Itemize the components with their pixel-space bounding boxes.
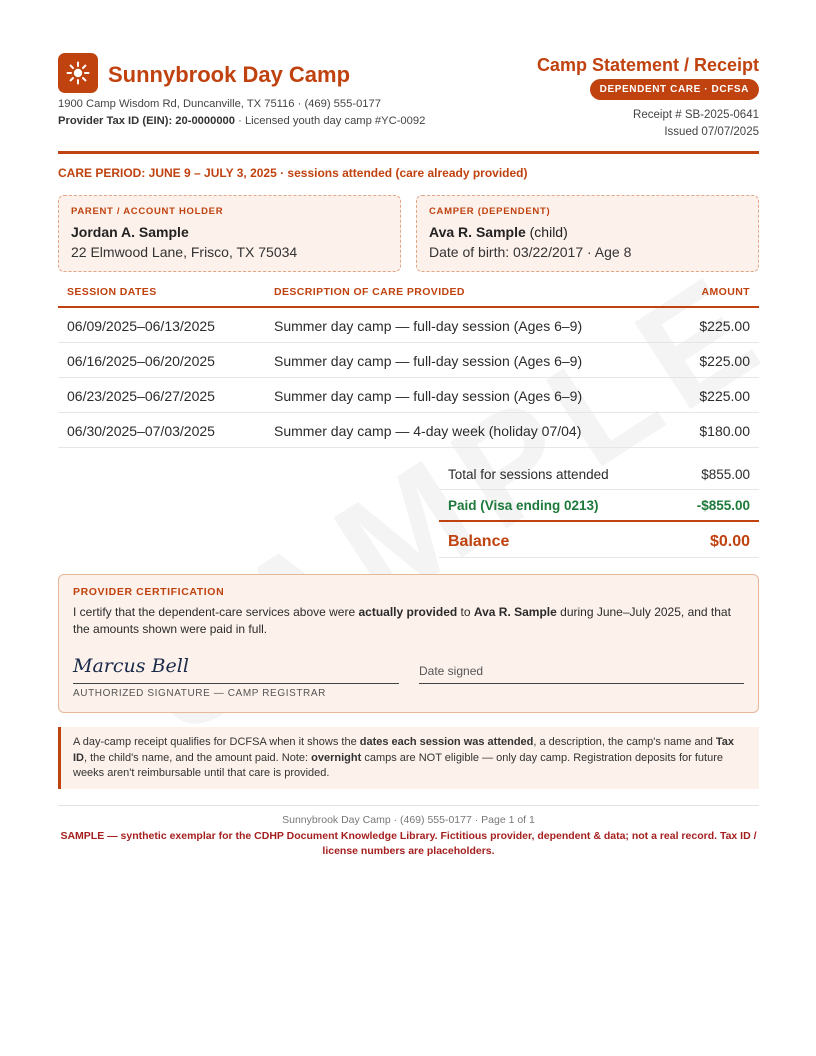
- session-amount: $180.00: [699, 423, 750, 439]
- paid-row: [439, 490, 759, 522]
- session-amount: $225.00: [699, 388, 750, 404]
- header-session-dates: SESSION DATES: [67, 286, 157, 298]
- table-row: [58, 343, 759, 378]
- note-text: camps are NOT eligible — only day camp. Registration deposits for future weeks aren't reimbursable until that care is provided.: [73, 751, 724, 779]
- provider-license: · Licensed youth day camp #YC-0092: [235, 115, 426, 127]
- table-row: [58, 413, 759, 448]
- note-bold: overnight: [311, 751, 362, 764]
- footer-divider: [58, 805, 759, 806]
- header-description: DESCRIPTION OF CARE PROVIDED: [274, 286, 465, 298]
- sun-icon: [66, 61, 90, 85]
- header-amount: AMOUNT: [701, 286, 750, 298]
- signature-caption: AUTHORIZED SIGNATURE — CAMP REGISTRAR: [73, 688, 326, 699]
- signature: Marcus Bell: [73, 655, 189, 677]
- certification-text: [73, 604, 744, 638]
- provider-certification: [58, 574, 759, 713]
- provider-tax-id: Provider Tax ID (EIN): 20-0000000: [58, 115, 236, 127]
- paid-value: -$855.00: [696, 498, 750, 513]
- table-row: [58, 378, 759, 413]
- cert-text-bold: actually provided: [358, 605, 458, 619]
- session-description: Summer day camp — full-day session (Ages 6–9): [274, 388, 583, 404]
- session-description: Summer day camp — 4-day week (holiday 07/04): [274, 423, 582, 439]
- camp-tax-license-line: [58, 115, 425, 127]
- camper-name: [429, 224, 746, 240]
- camper-dob: Date of birth: 03/22/2017 · Age 8: [429, 244, 632, 260]
- session-amount: $225.00: [699, 353, 750, 369]
- document-title: Camp Statement / Receipt: [536, 55, 759, 75]
- camp-name: Sunnybrook Day Camp: [108, 62, 351, 87]
- camper-name-text: Ava R. Sample: [429, 224, 526, 240]
- receipt-number: Receipt # SB-2025-0641: [633, 109, 759, 121]
- care-period: CARE PERIOD: JUNE 9 – JULY 3, 2025 · sessions attended (care already provided): [58, 166, 528, 180]
- table-row: [58, 308, 759, 343]
- dcfsa-badge: DEPENDENT CARE · DCFSA: [590, 79, 759, 100]
- session-description: Summer day camp — full-day session (Ages 6–9): [274, 353, 583, 369]
- session-dates: 06/30/2025–07/03/2025: [67, 423, 215, 439]
- footer-contact: Sunnybrook Day Camp · (469) 555-0177 · Page 1 of 1: [282, 814, 535, 826]
- receipt-header: [58, 53, 759, 153]
- camper-relation: (child): [525, 224, 568, 240]
- camper-info-box: [416, 195, 759, 272]
- note-text: A day-camp receipt qualifies for DCFSA when it shows the: [73, 736, 360, 748]
- total-value: $855.00: [701, 467, 750, 482]
- parent-address: 22 Elmwood Lane, Frisco, TX 75034: [71, 244, 298, 260]
- camp-address: 1900 Camp Wisdom Rd, Duncanville, TX 75116 · (469) 555-0177: [58, 98, 381, 110]
- session-dates: 06/16/2025–06/20/2025: [67, 353, 215, 369]
- cert-text-part: during June–July 2025, and that the amounts shown were paid in full.: [73, 605, 731, 636]
- session-description: Summer day camp — full-day session (Ages 6–9): [274, 318, 583, 334]
- date-signed-line: [419, 683, 744, 684]
- balance-row: [439, 522, 759, 558]
- parent-info-box: [58, 195, 401, 272]
- totals-block: [439, 456, 759, 558]
- parent-name-text: Jordan A. Sample: [71, 224, 189, 240]
- receipt-page: [58, 0, 759, 1056]
- note-bold: dates each session was attended: [359, 736, 534, 748]
- parent-name: [71, 224, 388, 240]
- cert-text-part: to: [457, 605, 474, 619]
- sessions-table: [58, 276, 759, 448]
- balance-value: $0.00: [709, 533, 750, 550]
- paid-label: Paid (Visa ending 0213): [448, 498, 599, 513]
- session-dates: 06/23/2025–06/27/2025: [67, 388, 215, 404]
- table-header: [58, 276, 759, 308]
- total-row: [439, 456, 759, 490]
- signature-line: [73, 683, 399, 684]
- dcfsa-note: [58, 727, 759, 789]
- note-text: , a description, the camp's name and: [533, 736, 716, 748]
- total-label: Total for sessions attended: [448, 467, 609, 482]
- footer-disclaimer: SAMPLE — synthetic exemplar for the CDHP Document Knowledge Library. Fictitious provider, dependent & data; not a real record. Tax ID / license numbers are placeholders.: [60, 830, 757, 857]
- issued-date: Issued 07/07/2025: [664, 126, 759, 138]
- camper-label: CAMPER (DEPENDENT): [429, 206, 551, 217]
- note-text: , the child's name, and the amount paid. Note:: [84, 751, 312, 764]
- note-bold: Tax ID: [73, 736, 735, 764]
- balance-label: Balance: [448, 533, 510, 550]
- certification-label: PROVIDER CERTIFICATION: [73, 586, 225, 598]
- parent-label: PARENT / ACCOUNT HOLDER: [71, 206, 224, 217]
- cert-text-bold: Ava R. Sample: [473, 605, 557, 619]
- session-dates: 06/09/2025–06/13/2025: [67, 318, 215, 334]
- date-signed-label: Date signed: [419, 664, 484, 678]
- header-divider: [58, 151, 759, 154]
- cert-text-part: I certify that the dependent-care services above were: [73, 605, 359, 619]
- session-amount: $225.00: [699, 318, 750, 334]
- camp-logo: [58, 53, 98, 93]
